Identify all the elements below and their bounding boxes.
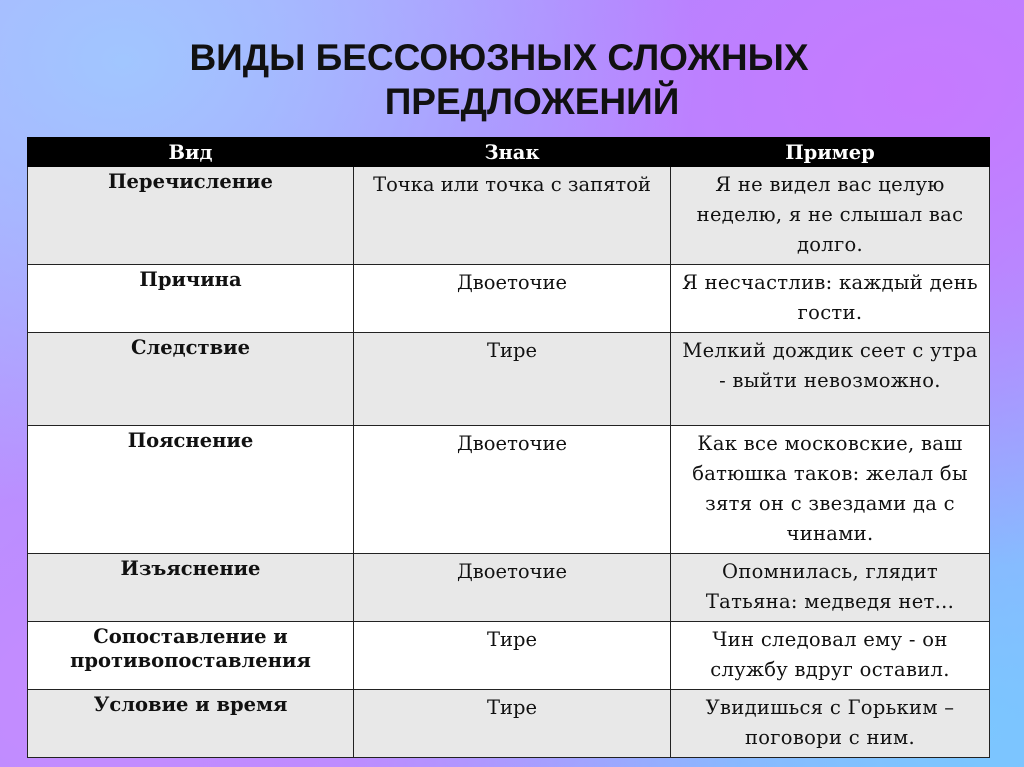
row-kind: Условие и время (28, 690, 354, 758)
row-sign: Тире (354, 690, 671, 758)
row-sign: Двоеточие (354, 265, 671, 333)
row-sign: Двоеточие (354, 554, 671, 622)
row-example: Мелкий дождик сеет с утра - выйти невозможно. (671, 333, 990, 426)
row-kind: Пояснение (28, 426, 354, 554)
types-table (27, 137, 990, 758)
table-row (28, 622, 990, 690)
row-kind: Сопоставление и противопоставления (28, 622, 354, 690)
header-example: Пример (671, 138, 990, 167)
table-row (28, 265, 990, 333)
row-kind: Причина (28, 265, 354, 333)
row-sign: Тире (354, 622, 671, 690)
row-sign: Двоеточие (354, 426, 671, 554)
table-row (28, 333, 990, 426)
row-example: Как все московские, ваш батюшка таков: желал бы зятя он с звездами да с чинами. (671, 426, 990, 554)
row-example: Я несчастлив: каждый день гости. (671, 265, 990, 333)
table-row (28, 167, 990, 265)
header-kind: Вид (28, 138, 354, 167)
row-example: Чин следовал ему - он службу вдруг оставил. (671, 622, 990, 690)
row-sign: Тире (354, 333, 671, 426)
row-example: Опомнилась, глядит Татьяна: медведя нет... (671, 554, 990, 622)
table-row (28, 690, 990, 758)
row-example: Увидишься с Горьким – поговори с ним. (671, 690, 990, 758)
table-row (28, 554, 990, 622)
row-kind: Следствие (28, 333, 354, 426)
table-row (28, 426, 990, 554)
row-kind: Изъяснение (28, 554, 354, 622)
header-sign: Знак (354, 138, 671, 167)
row-example: Я не видел вас целую неделю, я не слышал вас долго. (671, 167, 990, 265)
table-header-row (28, 138, 990, 167)
slide-title-line-2: ПРЕДЛОЖЕНИЙ (384, 81, 680, 122)
slide-title (0, 36, 1024, 124)
row-sign: Точка или точка с запятой (354, 167, 671, 265)
slide-title-line-1: ВИДЫ БЕССОЮЗНЫХ СЛОЖНЫХ (189, 37, 809, 78)
row-kind: Перечисление (28, 167, 354, 265)
